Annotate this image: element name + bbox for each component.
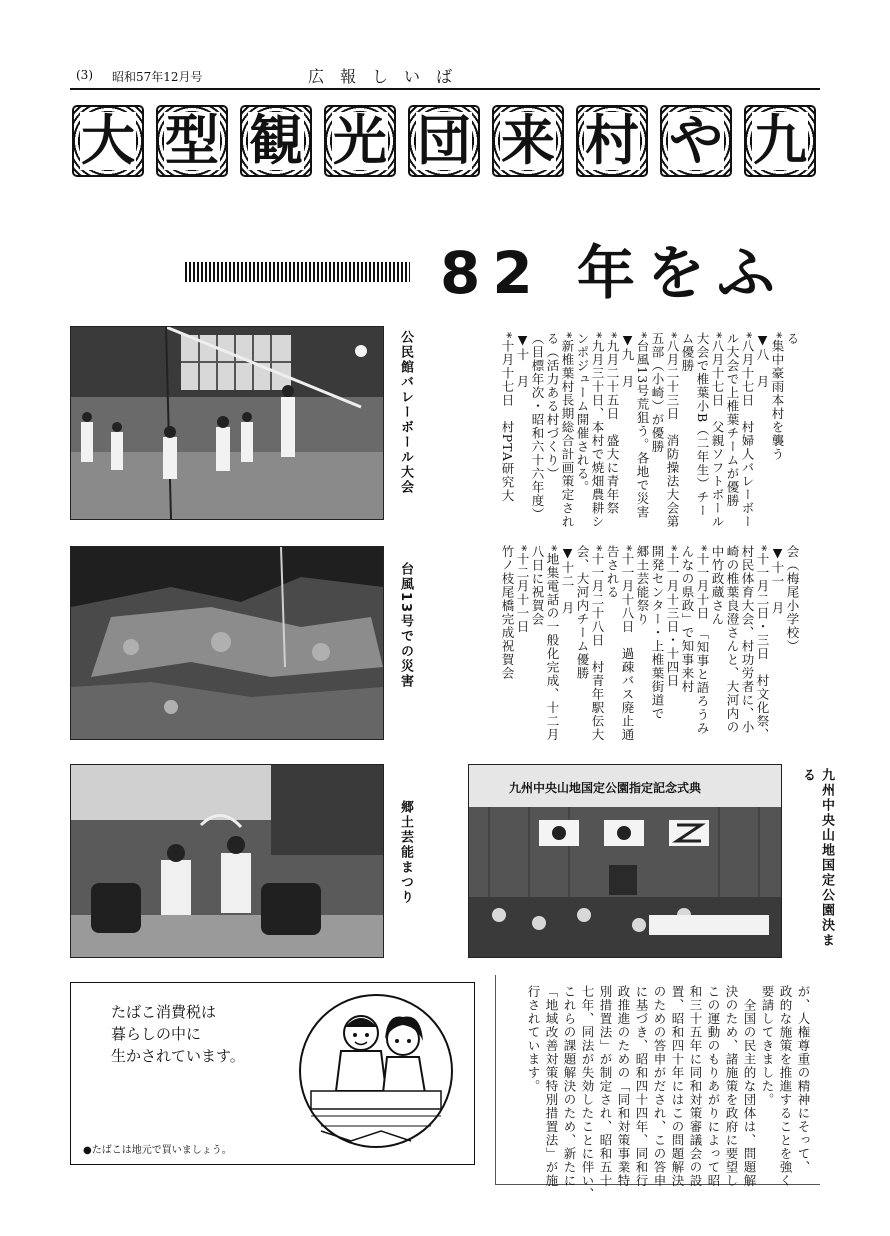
ad-note: ●たばこは地元で買いましょう。: [83, 1145, 232, 1156]
couple-illustration: [291, 991, 461, 1151]
park-caption: 九州中央山地国定公園決まる: [800, 768, 834, 948]
headline-tile: 団: [408, 105, 480, 177]
ad-line-2: 暮らしの中に: [111, 1025, 202, 1043]
headline-tile: や: [660, 105, 732, 177]
typhoon-caption: 台風13号での災害: [398, 562, 413, 690]
header-rule: [70, 88, 820, 90]
page-number: (3): [76, 68, 93, 82]
timeline-nov-dec: 会（梅尾小学校） ▼十一 月 *十一月二日・三日 村文化祭、 村民体育大会、村功労者に、小 崎の椎葉良澄さんと、大河内の 中竹政蔵さん *十一月十日 「知事と語ろうみ んなの県政」で知事来村 *十一月十三日・十四日 開発センター・上椎葉街道で 郷土芸能祭り *十一月十八日 過疎バス廃止通 告される *十一月二十八日 村青年駅伝大 会、大河内チーム優勝 ▼十二 月 *地集電話の一般化完成、十二月 八日に祝賀会 *十二月十一日 竹ノ枝尾橋完成祝賀会: [500, 545, 800, 742]
volleyball-caption: 公民館バレーボール大会: [398, 330, 413, 495]
typhoon-damage-photo: [70, 546, 384, 740]
ceremony-banner: 九州中央山地国定公園指定記念式典: [509, 781, 702, 795]
headline-tile: 来: [492, 105, 564, 177]
headline-subtitle: 82 年をふ: [440, 239, 787, 307]
decorative-bars: [185, 262, 410, 282]
ceremony-photo: [468, 764, 782, 958]
headline-tile: 村: [576, 105, 648, 177]
folk-festival-photo: [70, 764, 384, 958]
issue-date: 昭和57年12月号: [112, 70, 203, 84]
volleyball-photo: [70, 326, 384, 520]
newsletter-title: 広 報 し い ば: [308, 67, 453, 86]
headline-tile: 型: [156, 105, 228, 177]
ad-line-3: 生かされています。: [111, 1047, 245, 1065]
headline-tile: 大: [72, 105, 144, 177]
article-text: が、人権尊重の精神にそって、 政的な施策を推進することを強く 要請してきました。 全国の民主的な団体は、問題解 決のため、諸施策を政府に要望し この運動のもりあがりによって昭 和三十五年に同和対策審議会の設 置、昭和四十年にはこの問題解決 のための答申がだされ、この答申 に基づき、昭和四十四年、同和行 政推進のための「同和対策事業特 別措置法」が制定され、昭和五十 七年、同法が失効したことに伴い、 これらの課題解決のため、新たに 「地域改善対策特別措置法」が施 行されています。: [526, 985, 811, 1201]
article-box: [495, 975, 820, 1201]
timeline-aug-oct: る *集中豪雨本村を襲う ▼八 月 *八月十七日 村婦人バレーボー ル大会で上椎葉チームが優勝 *八月十七日 父親ソフトボール 大会で椎葉小B（二年生）チー ム優勝 *八月二十三日 消防操法大会第 五部（小崎）が優勝 *台風13号荒狙う。各地で災害 ▼九 月 *九月二十五日 盛大に青年祭 *九月三十日、本村で焼畑農耕シ ンポジューム開催される。 *新椎葉村長期総合計画策定され る（活力ある村づくり） （目標年次・昭和六十六年度） ▼十 月 *十月十七日 村PTA研究大: [500, 332, 800, 529]
headline-tile: 観: [240, 105, 312, 177]
ad-line-1: たばこ消費税は: [111, 1003, 217, 1021]
tobacco-tax-ad: [70, 982, 475, 1165]
folk-caption: 郷土芸能まつり: [398, 800, 413, 905]
headline-tile: 光: [324, 105, 396, 177]
headline-tile: 九: [744, 105, 816, 177]
